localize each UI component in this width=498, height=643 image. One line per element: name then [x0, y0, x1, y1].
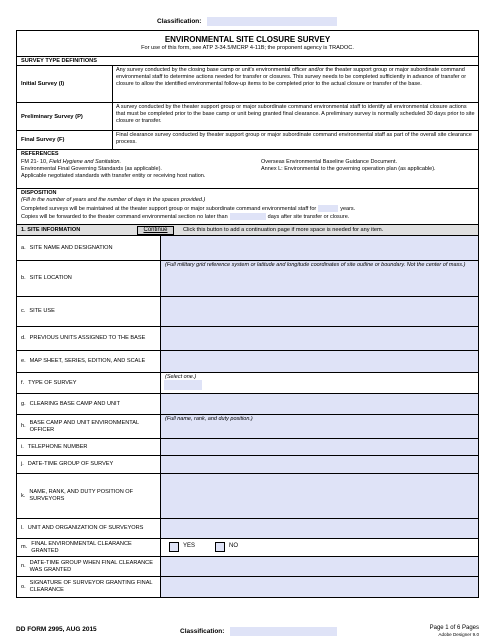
survey-type-select[interactable] [164, 380, 202, 390]
survey-type-hint: (Select one.) [165, 374, 197, 380]
site-row-label [17, 373, 161, 393]
site-row-label [17, 557, 161, 576]
no-checkbox[interactable] [215, 542, 225, 552]
yes-label: YES [183, 543, 196, 549]
site-name-field[interactable] [161, 236, 478, 260]
definition-label: Initial Survey (I) [17, 66, 113, 102]
previous-units-field[interactable] [161, 327, 478, 350]
survey-dtg-field[interactable] [161, 456, 478, 473]
map-sheet-field[interactable] [161, 351, 478, 372]
row-label-text: FINAL ENVIRONMENTAL CLEARANCE GRANTED [31, 540, 132, 554]
no-label: NO [229, 543, 238, 549]
site-row-label [17, 415, 161, 438]
site-row-label [17, 327, 161, 350]
row-label-text: CLEARING BASE CAMP AND UNIT [29, 400, 121, 407]
row-letter: i. [21, 443, 24, 450]
site-row-label [17, 261, 161, 296]
software-version: Adobe Designer 9.0 [438, 632, 479, 637]
surveyor-signature-field[interactable] [161, 577, 478, 597]
site-row-label [17, 519, 161, 538]
row-label-text: SITE USE [29, 308, 55, 314]
site-row-label [17, 236, 161, 260]
site-row-o [17, 577, 478, 597]
clearance-dtg-field[interactable] [161, 557, 478, 576]
clearance-granted-cell [161, 539, 478, 556]
site-row-f [17, 373, 478, 394]
bottom-classification-label: Classification: [180, 628, 225, 635]
surveyors-field[interactable] [161, 474, 478, 518]
form-identifier: DD FORM 2995, AUG 2015 [16, 626, 97, 633]
reference-fm-title: Field Hygiene and Sanitation. [49, 159, 121, 165]
telephone-field[interactable] [161, 439, 478, 455]
row-label-text: MAP SHEET, SERIES, EDITION, AND SCALE [29, 358, 146, 364]
site-row-d [17, 327, 478, 351]
survey-type-cell [161, 373, 478, 393]
row-label-text: BASE CAMP AND UNIT ENVIRONMENTAL OFFICER [29, 419, 139, 433]
site-information-header [17, 225, 478, 236]
continue-button[interactable]: Continue [137, 226, 174, 235]
row-letter: e. [21, 358, 26, 364]
row-label-text: PREVIOUS UNITS ASSIGNED TO THE BASE [29, 335, 146, 341]
top-classification-field[interactable] [207, 17, 337, 26]
references-section [17, 150, 478, 189]
continue-note: Click this button to add a continuation page if more space is needed for any item. [183, 227, 384, 233]
site-row-label [17, 474, 161, 518]
disposition-line-years [21, 205, 355, 213]
row-letter: l. [21, 525, 24, 531]
definition-row-final [17, 131, 478, 150]
site-row-label [17, 577, 161, 597]
disposition-days-unit: days after site transfer or closure. [267, 213, 350, 220]
reference-fm [21, 159, 121, 166]
environmental-officer-hint: (Full name, rank, and duty position.) [165, 416, 253, 422]
row-label-text: DATE-TIME GROUP OF SURVEY [27, 461, 114, 467]
site-row-c [17, 297, 478, 327]
site-row-n [17, 557, 478, 577]
row-label-text: DATE-TIME GROUP WHEN FINAL CLEARANCE WAS GRANTED [29, 559, 153, 573]
yes-checkbox[interactable] [169, 542, 179, 552]
disposition-years-text: Completed surveys will be maintained at the theater support group or major subordinate command environmental staff for [21, 205, 317, 212]
row-letter: o. [21, 583, 26, 590]
reference-negotiated: Applicable negotiated standards with transfer entity or receiving host nation. [21, 173, 206, 179]
years-input[interactable] [318, 205, 338, 212]
row-letter: c. [21, 308, 26, 314]
form-body [16, 30, 479, 598]
reference-oebgd: Overseas Environmental Baseline Guidance Document. [261, 159, 398, 165]
definition-row-preliminary [17, 103, 478, 131]
row-label-text: SIGNATURE OF SURVEYOR GRANTING FINAL CLEARANCE [29, 580, 153, 593]
site-location-field[interactable] [161, 261, 478, 296]
site-row-a [17, 236, 478, 261]
site-row-label [17, 539, 161, 556]
site-use-field[interactable] [161, 297, 478, 326]
site-row-e [17, 351, 478, 373]
row-letter: g. [21, 400, 26, 407]
row-label-text: SITE LOCATION [29, 275, 72, 281]
definition-row-initial [17, 66, 478, 103]
site-row-m [17, 539, 478, 557]
disposition-heading: DISPOSITION [21, 190, 57, 196]
site-row-label [17, 456, 161, 473]
top-classification-label: Classification: [157, 18, 202, 25]
definition-text: A survey conducted by the theater support group or major subordinate command environmental staff to identify all environmental closure actions that must be completed prior to the base camp or unit being granted final clearance. A preliminary survey is normally scheduled 30 days prior to site closure or transfer. [116, 104, 475, 124]
row-label-text: NAME, RANK, AND DUTY POSITION OF SURVEYORS [29, 489, 134, 502]
disposition-line-days [21, 213, 349, 221]
clearing-base-camp-field[interactable] [161, 394, 478, 414]
row-letter: f. [21, 379, 25, 386]
row-label-text: TELEPHONE NUMBER [27, 443, 88, 450]
row-letter: a. [21, 244, 26, 251]
row-letter: m. [21, 544, 28, 550]
definition-label: Preliminary Survey (P) [17, 103, 113, 130]
row-letter: b. [21, 275, 26, 281]
page-counter: Page 1 of 6 Pages [429, 625, 479, 631]
row-letter: k. [21, 492, 26, 499]
reference-fm-number: FM 21- 10, [21, 159, 50, 165]
site-row-k [17, 474, 478, 519]
disposition-section [17, 189, 478, 225]
definition-text: Any survey conducted by the closing base camp or unit's environmental officer and/or the theater support group or major subordinate command environmental staff to determine actions needed for transfer or closures. This survey needs to be completed sufficiently in advance of transfer or closure to allow the identified environmental follow-up items to be completed prior to the actual closure or transfer of the base. [116, 67, 467, 87]
disposition-years-unit: years. [340, 205, 356, 212]
site-row-g [17, 394, 478, 415]
row-letter: j. [21, 461, 24, 467]
site-row-label [17, 297, 161, 326]
row-letter: h. [21, 423, 26, 429]
row-label-text: TYPE OF SURVEY [28, 379, 77, 386]
row-label-text: UNIT AND ORGANIZATION OF SURVEYORS [27, 525, 144, 531]
bottom-classification-field[interactable] [230, 627, 337, 636]
row-letter: n. [21, 563, 26, 569]
row-label-text: SITE NAME AND DESIGNATION [29, 244, 113, 251]
site-row-label [17, 439, 161, 455]
definitions-heading: SURVEY TYPE DEFINITIONS [17, 57, 478, 66]
days-input[interactable] [230, 213, 266, 220]
title-block [17, 31, 478, 57]
disposition-instruction: (Fill in the number of years and the number of days in the spaces provided.) [21, 197, 206, 203]
site-row-j [17, 456, 478, 474]
site-row-label [17, 394, 161, 414]
site-row-h [17, 415, 478, 439]
surveyor-unit-field[interactable] [161, 519, 478, 538]
form-subtitle: For use of this form, see ATP 3-34.5/MCRP 4-11B; the proponent agency is TRADOC. [141, 45, 354, 51]
reference-fgs: Environmental Final Governing Standards (as applicable). [21, 166, 162, 172]
definition-text: Final clearance survey conducted by theater support group or major subordinate command environmental staff as part of the overall site clearance process. [116, 132, 472, 145]
form-title: ENVIRONMENTAL SITE CLOSURE SURVEY [164, 35, 331, 44]
site-row-l [17, 519, 478, 539]
site-location-hint: (Full military grid reference system or latitude and longitude coordinates of site outline or boundary. Not the center of mass.) [165, 262, 466, 268]
site-row-i [17, 439, 478, 456]
disposition-days-text: Copies will be forwarded to the theater command environmental section no later than [21, 213, 228, 220]
definition-label: Final Survey (F) [17, 131, 113, 149]
site-information-heading: 1. SITE INFORMATION [21, 227, 81, 233]
site-row-label [17, 351, 161, 372]
reference-annex-l: Annex L: Environmental to the governing operation plan (as applicable). [261, 166, 436, 172]
site-row-b [17, 261, 478, 297]
references-heading: REFERENCES [21, 151, 59, 157]
environmental-officer-field[interactable] [161, 415, 478, 438]
row-letter: d. [21, 335, 26, 341]
